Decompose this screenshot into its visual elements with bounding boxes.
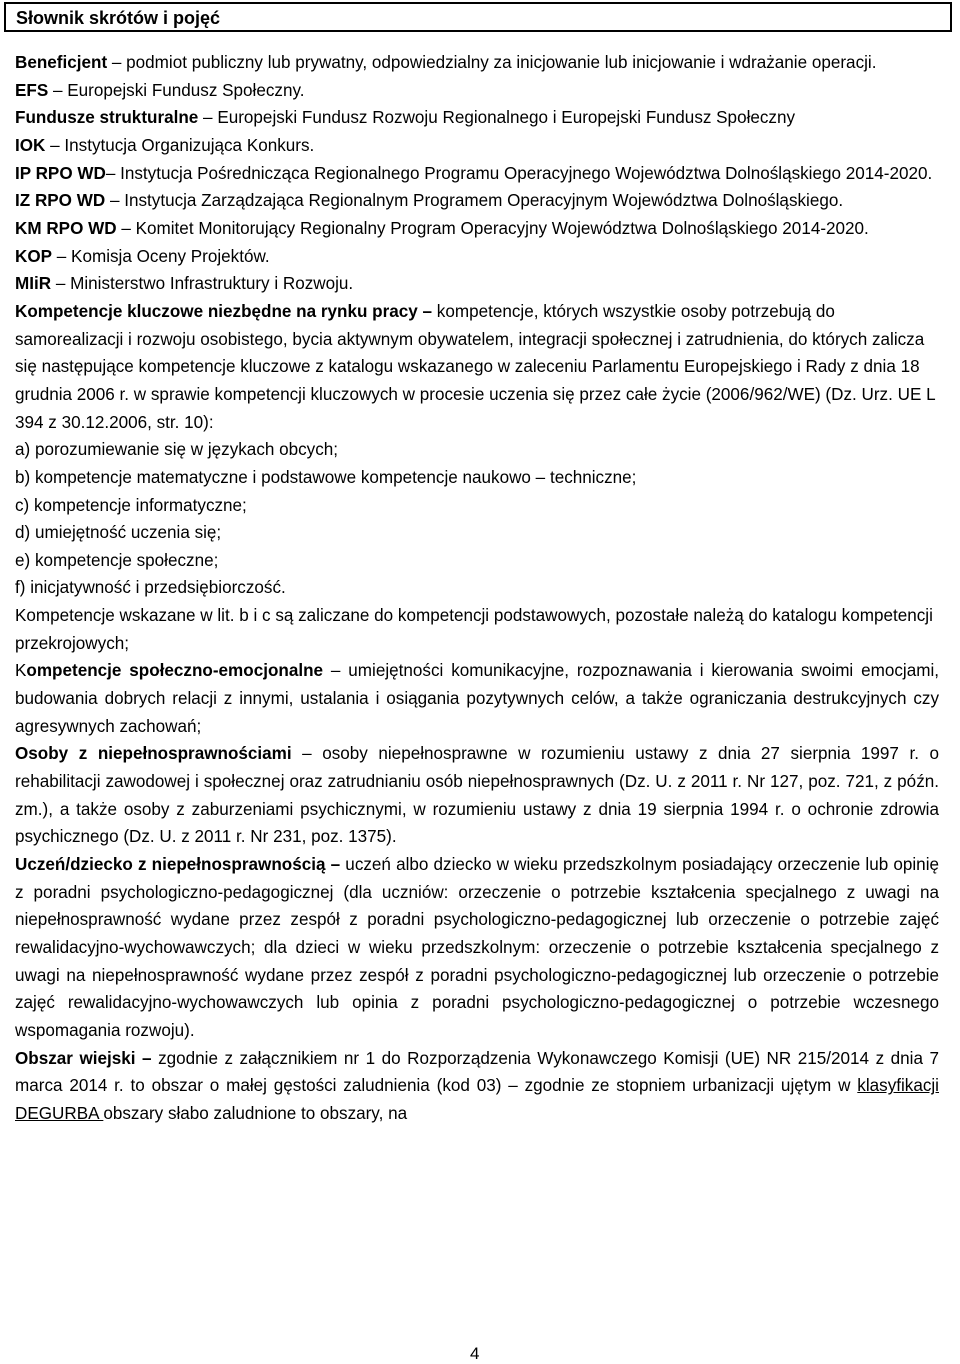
entry-miir: [15, 270, 939, 298]
term: Uczeń/dziecko z niepełnosprawnością –: [15, 855, 341, 875]
term: Fundusze strukturalne: [15, 108, 199, 128]
term: MIiR: [15, 274, 52, 294]
glossary-header-box: [4, 2, 952, 32]
entry-km: [15, 215, 939, 243]
glossary-title: Słownik skrótów i pojęć: [16, 8, 221, 28]
definition: – osoby niepełnosprawne w rozumieniu ustawy z dnia 27 sierpnia 1997 r. o rehabilitacji zawodowej i społecznej oraz zatrudnianiu osób niepełnosprawnych (Dz. U. z 2011 r. Nr 127, poz. 721, z późn. zm.), a także osoby z zaburzeniami psychicznymi, w rozumieniu ustawy z dnia 19 sierpnia 1994 r. o ochronie zdrowia psychicznego (Dz. U. z 2011 r. Nr 231, poz. 1375).: [15, 744, 940, 847]
definition: – Ministerstwo Infrastruktury i Rozwoju.: [51, 274, 354, 294]
definition: – Komitet Monitorujący Regionalny Program Operacyjny Województwa Dolnośląskiego 2014-2020.: [116, 218, 869, 238]
definition: – Europejski Fundusz Rozwoju Regionalnego i Europejski Fundusz Społeczny: [198, 108, 796, 128]
term: Beneficjent: [15, 53, 108, 72]
list-item: d) umiejętność uczenia się;: [15, 523, 222, 543]
definition: – umiejętności komunikacyjne, rozpoznawania i kierowania swoimi emocjami, budowania dobrych relacji z innymi, ustalania i osiągania pozytywnych celów, a także ograniczania destrukcyjnych czy agresywnych zachowań;: [15, 661, 939, 736]
definition: – podmiot publiczny lub prywatny, odpowiedzialny za inicjowanie lub inicjowanie i wdrażanie operacji.: [107, 53, 877, 72]
entry-osoby-z-niepelnosprawnosciami: [15, 740, 939, 851]
term: KOP: [15, 246, 53, 266]
term: EFS: [15, 80, 49, 100]
definition: – Europejski Fundusz Społeczny.: [48, 80, 305, 100]
kompetencje-wskazane-note: Kompetencje wskazane w lit. b i c są zaliczane do kompetencji podstawowych, pozostałe należą do katalogu kompetencji przekrojowych;: [15, 606, 933, 653]
definition: zgodnie z załącznikiem nr 1 do Rozporządzenia Wykonawczego Komisji (UE) NR 215/2014 z dnia 7 marca 2014 r. to obszar o małej gęstości zaludnienia (kod 03) – zgodnie ze stopniem urbanizacji ujętym w: [15, 1048, 939, 1096]
entry-iz: [15, 187, 939, 215]
term: IOK: [15, 135, 46, 155]
degurba-link[interactable]: klasyfikacji DEGURBA: [15, 1076, 939, 1123]
entry-kompetencje-kluczowe: [15, 298, 939, 436]
entry-kompetencje-spoleczno-emocjonalne: [15, 657, 939, 740]
term: IP RPO WD: [15, 163, 106, 183]
list-item: f) inicjatywność i przedsiębiorczość.: [15, 578, 286, 598]
definition: – Instytucja Pośrednicząca Regionalnego Programu Operacyjnego Województwa Dolnośląskiego 2014-2020.: [105, 163, 933, 183]
glossary-content: [15, 49, 939, 1128]
list-item: b) kompetencje matematyczne i podstawowe kompetencje naukowo – techniczne;: [15, 467, 637, 487]
definition: kompetencje, których wszystkie osoby potrzebują do samorealizacji i rozwoju osobistego, bycia aktywnym obywatelem, integracji społecznej i zatrudnienia, do których zalicza się następujące kompetencje kluczowe z katalogu wskazanego w zaleceniu Parlamentu Europejskiego i Rady z dnia 18 grudnia 2006 r. w sprawie kompetencji kluczowych w procesie uczenia się przez całe życie (2006/962/WE) (Dz. Urz. UE L 394 z 30.12.2006, str. 10):: [15, 301, 935, 432]
term: KM RPO WD: [15, 218, 117, 238]
definition: – Instytucja Organizująca Konkurs.: [45, 135, 315, 155]
definition: uczeń albo dziecko w wieku przedszkolnym posiadający orzeczenie lub opinię z poradni psychologiczno-pedagogicznej (dla uczniów: orzeczenie o potrzebie kształcenia specjalnego z uwagi na niepełnosprawność wydane przez zespół z poradni psychologiczno-pedagogicznej lub orzeczenie o potrzebie zajęć rewalidacyjno-wychowawczych; dla dzieci w wieku przedszkolnym: orzeczenie o potrzebie kształcenia specjalnego z uwagi na niepełnosprawność wydane przez zespół z poradni psychologiczno-pedagogicznej lub orzeczenie o potrzebie zajęć rewalidacyjno-wychowawczych lub opinia z poradni psychologiczno-pedagogicznej o potrzebie wczesnego wspomagania rozwoju).: [15, 855, 939, 1040]
term: Kompetencje kluczowe niezbędne na rynku pracy –: [15, 301, 433, 321]
entry-kop: [15, 243, 939, 271]
list-item: c) kompetencje informatyczne;: [15, 495, 247, 515]
definition: – Instytucja Zarządzająca Regionalnym Programem Operacyjnym Województwa Dolnośląskiego.: [105, 191, 844, 211]
term: Osoby z niepełnosprawnościami: [15, 744, 292, 764]
term-prefix: K: [15, 661, 27, 681]
entry-iok: [15, 132, 939, 160]
entry-beneficjent: [15, 49, 939, 77]
entry-obszar-wiejski: [15, 1045, 939, 1128]
entry-fundusze: [15, 104, 939, 132]
entry-uczen-z-niepelnosprawnoscia: [15, 851, 939, 1045]
entry-ip: [15, 160, 939, 188]
list-item: e) kompetencje społeczne;: [15, 550, 219, 570]
term: IZ RPO WD: [15, 191, 106, 211]
definition-continued: obszary słabo zaludnione to obszary, na: [103, 1103, 408, 1123]
page-number: 4: [470, 1344, 480, 1363]
entry-efs: [15, 77, 939, 105]
definition: – Komisja Oceny Projektów.: [52, 246, 270, 266]
term: Obszar wiejski –: [15, 1048, 152, 1068]
list-item: a) porozumiewanie się w językach obcych;: [15, 440, 339, 460]
term: ompetencje społeczno-emocjonalne: [26, 661, 324, 681]
